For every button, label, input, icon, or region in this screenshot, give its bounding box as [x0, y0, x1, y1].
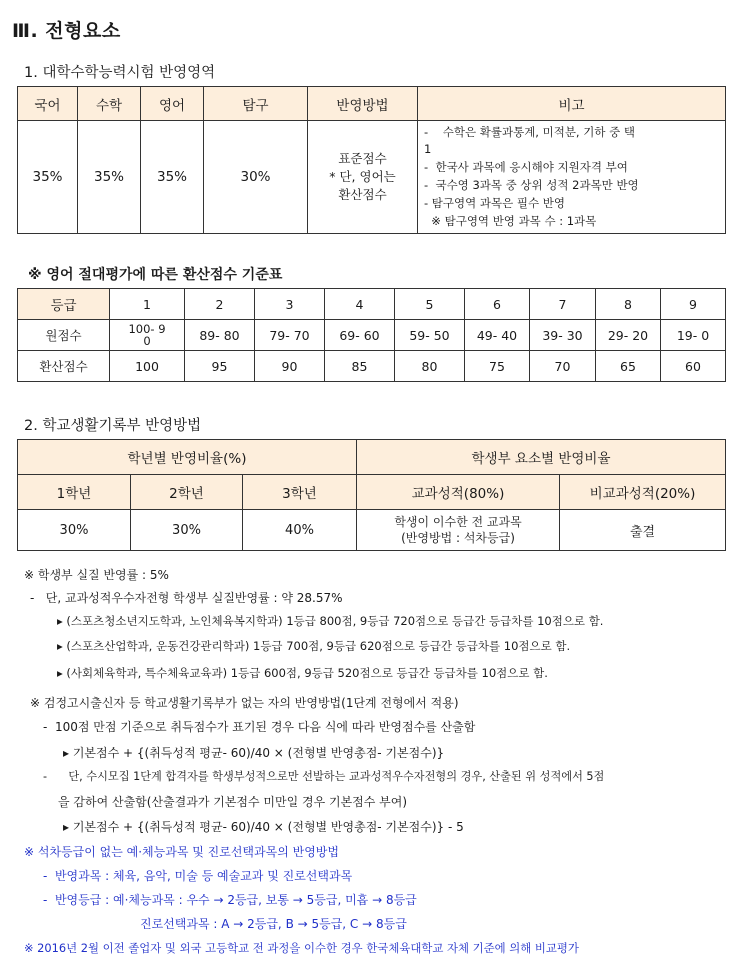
- grade-cell: 4: [325, 289, 395, 320]
- year-header: 3학년: [243, 475, 357, 510]
- table-row: [18, 121, 726, 234]
- converted-score-cell: 70: [530, 351, 596, 382]
- subject-grade-value: [357, 510, 560, 551]
- converted-score-cell: 85: [325, 351, 395, 382]
- blue-note-line: ※ 석차등급이 없는 예·체능과목 및 진로선택과목의 반영방법: [24, 845, 339, 859]
- converted-score-cell: 75: [465, 351, 530, 382]
- header-math: 수학: [78, 87, 141, 121]
- suneung-table: [17, 86, 726, 234]
- grade-cell: 5: [395, 289, 465, 320]
- grade-cell: 6: [465, 289, 530, 320]
- value-english: 35%: [141, 121, 204, 234]
- part1-title: 1. 대학수학능력시험 반영영역: [24, 65, 216, 81]
- header-remarks: 비고: [418, 87, 726, 121]
- table-row: [18, 440, 726, 475]
- raw-score-cell: [110, 320, 185, 351]
- remark-line: - 한국사 과목에 응시해야 지원자격 부여: [424, 160, 628, 175]
- table-row: [18, 87, 726, 121]
- header-korean: 국어: [18, 87, 78, 121]
- grade-cell: 7: [530, 289, 596, 320]
- nonsubject-grade-value: 출결: [560, 510, 726, 551]
- raw-score-label: 원점수: [18, 320, 110, 351]
- grade-cell: 3: [255, 289, 325, 320]
- element-ratio-header: 학생부 요소별 반영비율: [357, 440, 726, 475]
- method-cell: [308, 121, 418, 234]
- table-row: [18, 289, 726, 320]
- table-row: [18, 475, 726, 510]
- method-line: 환산점수: [338, 187, 387, 203]
- table-row: [18, 351, 726, 382]
- note-line: ▸ (사회체육학과, 특수체육교육과) 1등급 600점, 9등급 520점으로 등급간 등급차를 10점으로 함.: [57, 666, 548, 680]
- value-korean: 35%: [18, 121, 78, 234]
- year-value: 30%: [131, 510, 243, 551]
- raw-score-cell: 39- 30: [530, 320, 596, 351]
- part2-title: 2. 학교생활기록부 반영방법: [24, 418, 202, 434]
- remark-line: - 탐구영역 과목은 필수 반영: [424, 195, 565, 210]
- english-conversion-table: [17, 288, 726, 382]
- remark-line: ※ 탐구영역 반영 과목 수 : 1과목: [424, 213, 597, 228]
- raw-score-cell: 49- 40: [465, 320, 530, 351]
- note-line: ※ 검정고시출신자 등 학교생활기록부가 없는 자의 반영방법(1단계 전형에서 적용): [30, 696, 459, 710]
- note-line: ▸ 기본점수 + {(취득성적 평균- 60)/40 × (전형별 반영총점- 기본점수)}: [63, 746, 445, 760]
- converted-score-cell: 80: [395, 351, 465, 382]
- table-row: [18, 510, 726, 551]
- year-ratio-header: 학년별 반영비율(%): [18, 440, 357, 475]
- note-line: ▸ (스포츠산업학과, 운동건강관리학과) 1등급 700점, 9등급 620점으로 등급간 등급차를 10점으로 함.: [57, 639, 571, 653]
- remarks-cell: [418, 121, 726, 234]
- grade-cell: 9: [661, 289, 726, 320]
- nonsubject-grade-header: 비교과성적(20%): [560, 475, 726, 510]
- raw-score-cell: 89- 80: [185, 320, 255, 351]
- converted-score-cell: 60: [661, 351, 726, 382]
- value-inquiry: 30%: [204, 121, 308, 234]
- note-line: ▸ (스포츠청소년지도학과, 노인체육복지학과) 1등급 800점, 9등급 720점으로 등급간 등급차를 10점으로 함.: [57, 614, 604, 628]
- year-header: 2학년: [131, 475, 243, 510]
- grade-label: 등급: [18, 289, 110, 320]
- year-value: 40%: [243, 510, 357, 551]
- raw-score-cell: 59- 50: [395, 320, 465, 351]
- year-value: 30%: [18, 510, 131, 551]
- english-table-title: ※ 영어 절대평가에 따른 환산점수 기준표: [28, 267, 283, 283]
- method-line: 표준점수: [338, 150, 387, 166]
- raw-score-part: 0: [143, 334, 151, 348]
- blue-note-line: - 반영등급 : 예·체능과목 : 우수 → 2등급, 보통 → 5등급, 미흡 → 8등급: [43, 893, 417, 907]
- converted-score-label: 환산점수: [18, 351, 110, 382]
- raw-score-cell: 79- 70: [255, 320, 325, 351]
- note-line: - 100점 만점 기준으로 취득점수가 표기된 경우 다음 식에 따라 반영점수를 산출함: [43, 720, 476, 734]
- raw-score-part: 100- 9: [128, 321, 166, 336]
- remark-line: - 국수영 3과목 중 상위 성적 2과목만 반영: [424, 178, 639, 192]
- grade-cell: 2: [185, 289, 255, 320]
- school-record-table: [17, 439, 726, 551]
- year-header: 1학년: [18, 475, 131, 510]
- remark-line: 1: [424, 142, 432, 157]
- converted-score-cell: 95: [185, 351, 255, 382]
- blue-note-line: 진로선택과목 : A → 2등급, B → 5등급, C → 8등급: [140, 917, 407, 931]
- method-line: * 단, 영어는: [329, 168, 396, 184]
- converted-score-cell: 90: [255, 351, 325, 382]
- converted-score-cell: 65: [596, 351, 661, 382]
- note-line: ▸ 기본점수 + {(취득성적 평균- 60)/40 × (전형별 반영총점- 기본점수)} - 5: [63, 820, 464, 834]
- value-math: 35%: [78, 121, 141, 234]
- blue-note-line: - 반영과목 : 체육, 음악, 미술 등 예술교과 및 진로선택과목: [43, 869, 353, 883]
- subject-grade-header: 교과성적(80%): [357, 475, 560, 510]
- raw-score-cell: 19- 0: [661, 320, 726, 351]
- raw-score-cell: 69- 60: [325, 320, 395, 351]
- subject-grade-line: 학생이 이수한 전 교과목: [394, 514, 522, 529]
- grade-cell: 8: [596, 289, 661, 320]
- note-line: - 단, 수시모집 1단계 합격자를 학생부성적으로만 선발하는 교과성적우수자전형의 경우, 산출된 위 성적에서 5점: [43, 770, 605, 783]
- converted-score-cell: 100: [110, 351, 185, 382]
- remark-line: - 수학은 확률과통계, 미적분, 기하 중 택: [424, 124, 635, 139]
- blue-note-line: ※ 2016년 2월 이전 졸업자 및 외국 고등학교 전 과정을 이수한 경우 한국체육대학교 자체 기준에 의해 비교평가: [24, 941, 579, 955]
- subject-grade-line: (반영방법 : 석차등급): [401, 531, 515, 545]
- raw-score-cell: 29- 20: [596, 320, 661, 351]
- note-line: 을 감하여 산출함(산출결과가 기본점수 미만일 경우 기본점수 부여): [58, 795, 408, 809]
- header-inquiry: 탐구: [204, 87, 308, 121]
- grade-cell: 1: [110, 289, 185, 320]
- table-row: [18, 320, 726, 351]
- header-method: 반영방법: [308, 87, 418, 121]
- section-title: Ⅲ. 전형요소: [12, 20, 121, 42]
- note-line: ※ 학생부 실질 반영률 : 5%: [24, 568, 169, 582]
- header-english: 영어: [141, 87, 204, 121]
- note-line: - 단, 교과성적우수자전형 학생부 실질반영률 : 약 28.57%: [30, 591, 343, 605]
